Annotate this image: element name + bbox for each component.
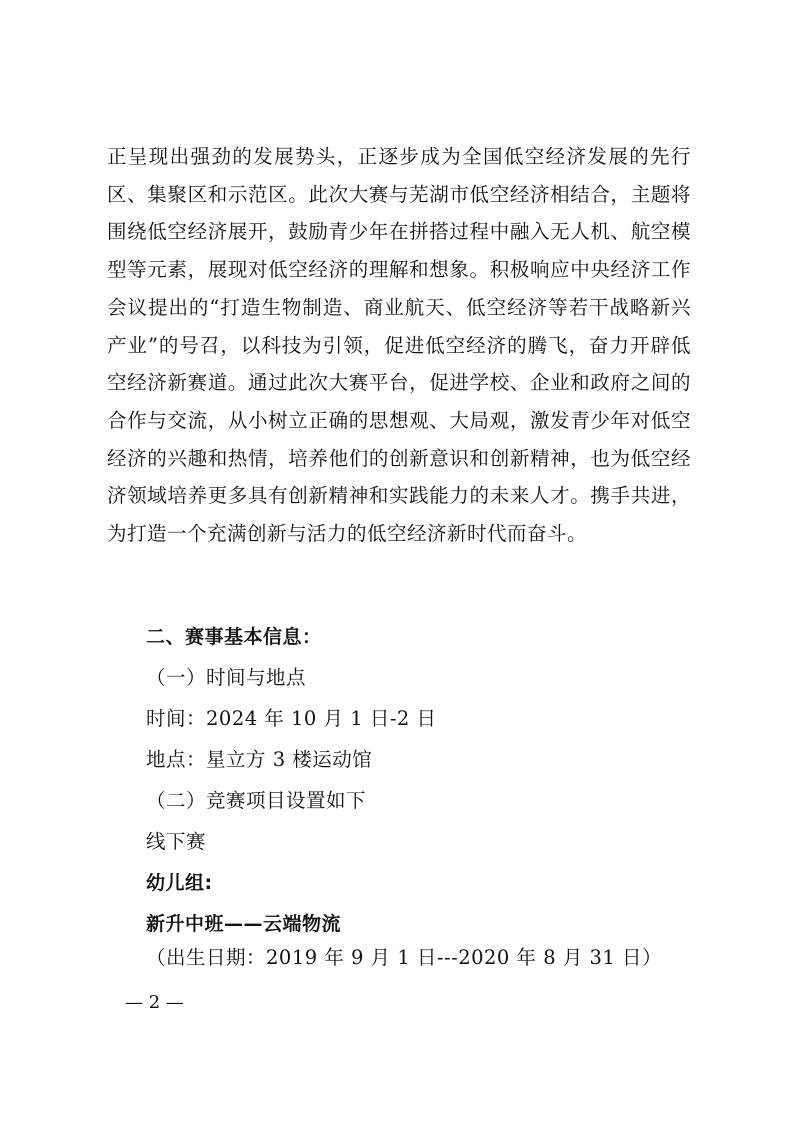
page-number: — 2 — [125,992,184,1013]
body-paragraph: 正呈现出强劲的发展势头，正逐步成为全国低空经济发展的先行区、集聚区和示范区。此次大赛与芜湖市低空经济相结合，主题将围绕低空经济展开，鼓励青少年在拼搭过程中融入无人机、航空模型等元素，展现对低空经济的理解和想象。积极响应中央经济工作会议提出的“打造生物制造、商业航天、低空经济等若干战略新兴产业”的号召，以科技为引领，促进低空经济的腾飞，奋力开辟低空经济新赛道。通过此次大赛平台，促进学校、企业和政府之间的合作与交流，从小树立正确的思想观、大局观，激发青少年对低空经济的兴趣和热情，培养他们的创新意识和创新精神，也为低空经济领域培养更多具有创新精神和实践能力的未来人才。携手共进，为打造一个充满创新与活力的低空经济新时代而奋斗。 [107,145,691,546]
event-title: 新升中班——云端物流 [146,913,342,935]
time-line: 时间：2024 年 10 月 1 日-2 日 [146,707,437,730]
sub-heading-events: （二）竞赛项目设置如下 [146,789,367,812]
offline-label: 线下赛 [146,830,207,853]
group-label: 幼儿组: [146,872,213,894]
section-heading: 二、赛事基本信息： [146,626,322,648]
place-line: 地点：星立方 3 楼运动馆 [146,748,373,771]
birth-range: （出生日期：2019 年 9 月 1 日---2020 年 8 月 31 日） [146,946,663,969]
sub-heading-time-place: （一）时间与地点 [146,666,307,689]
